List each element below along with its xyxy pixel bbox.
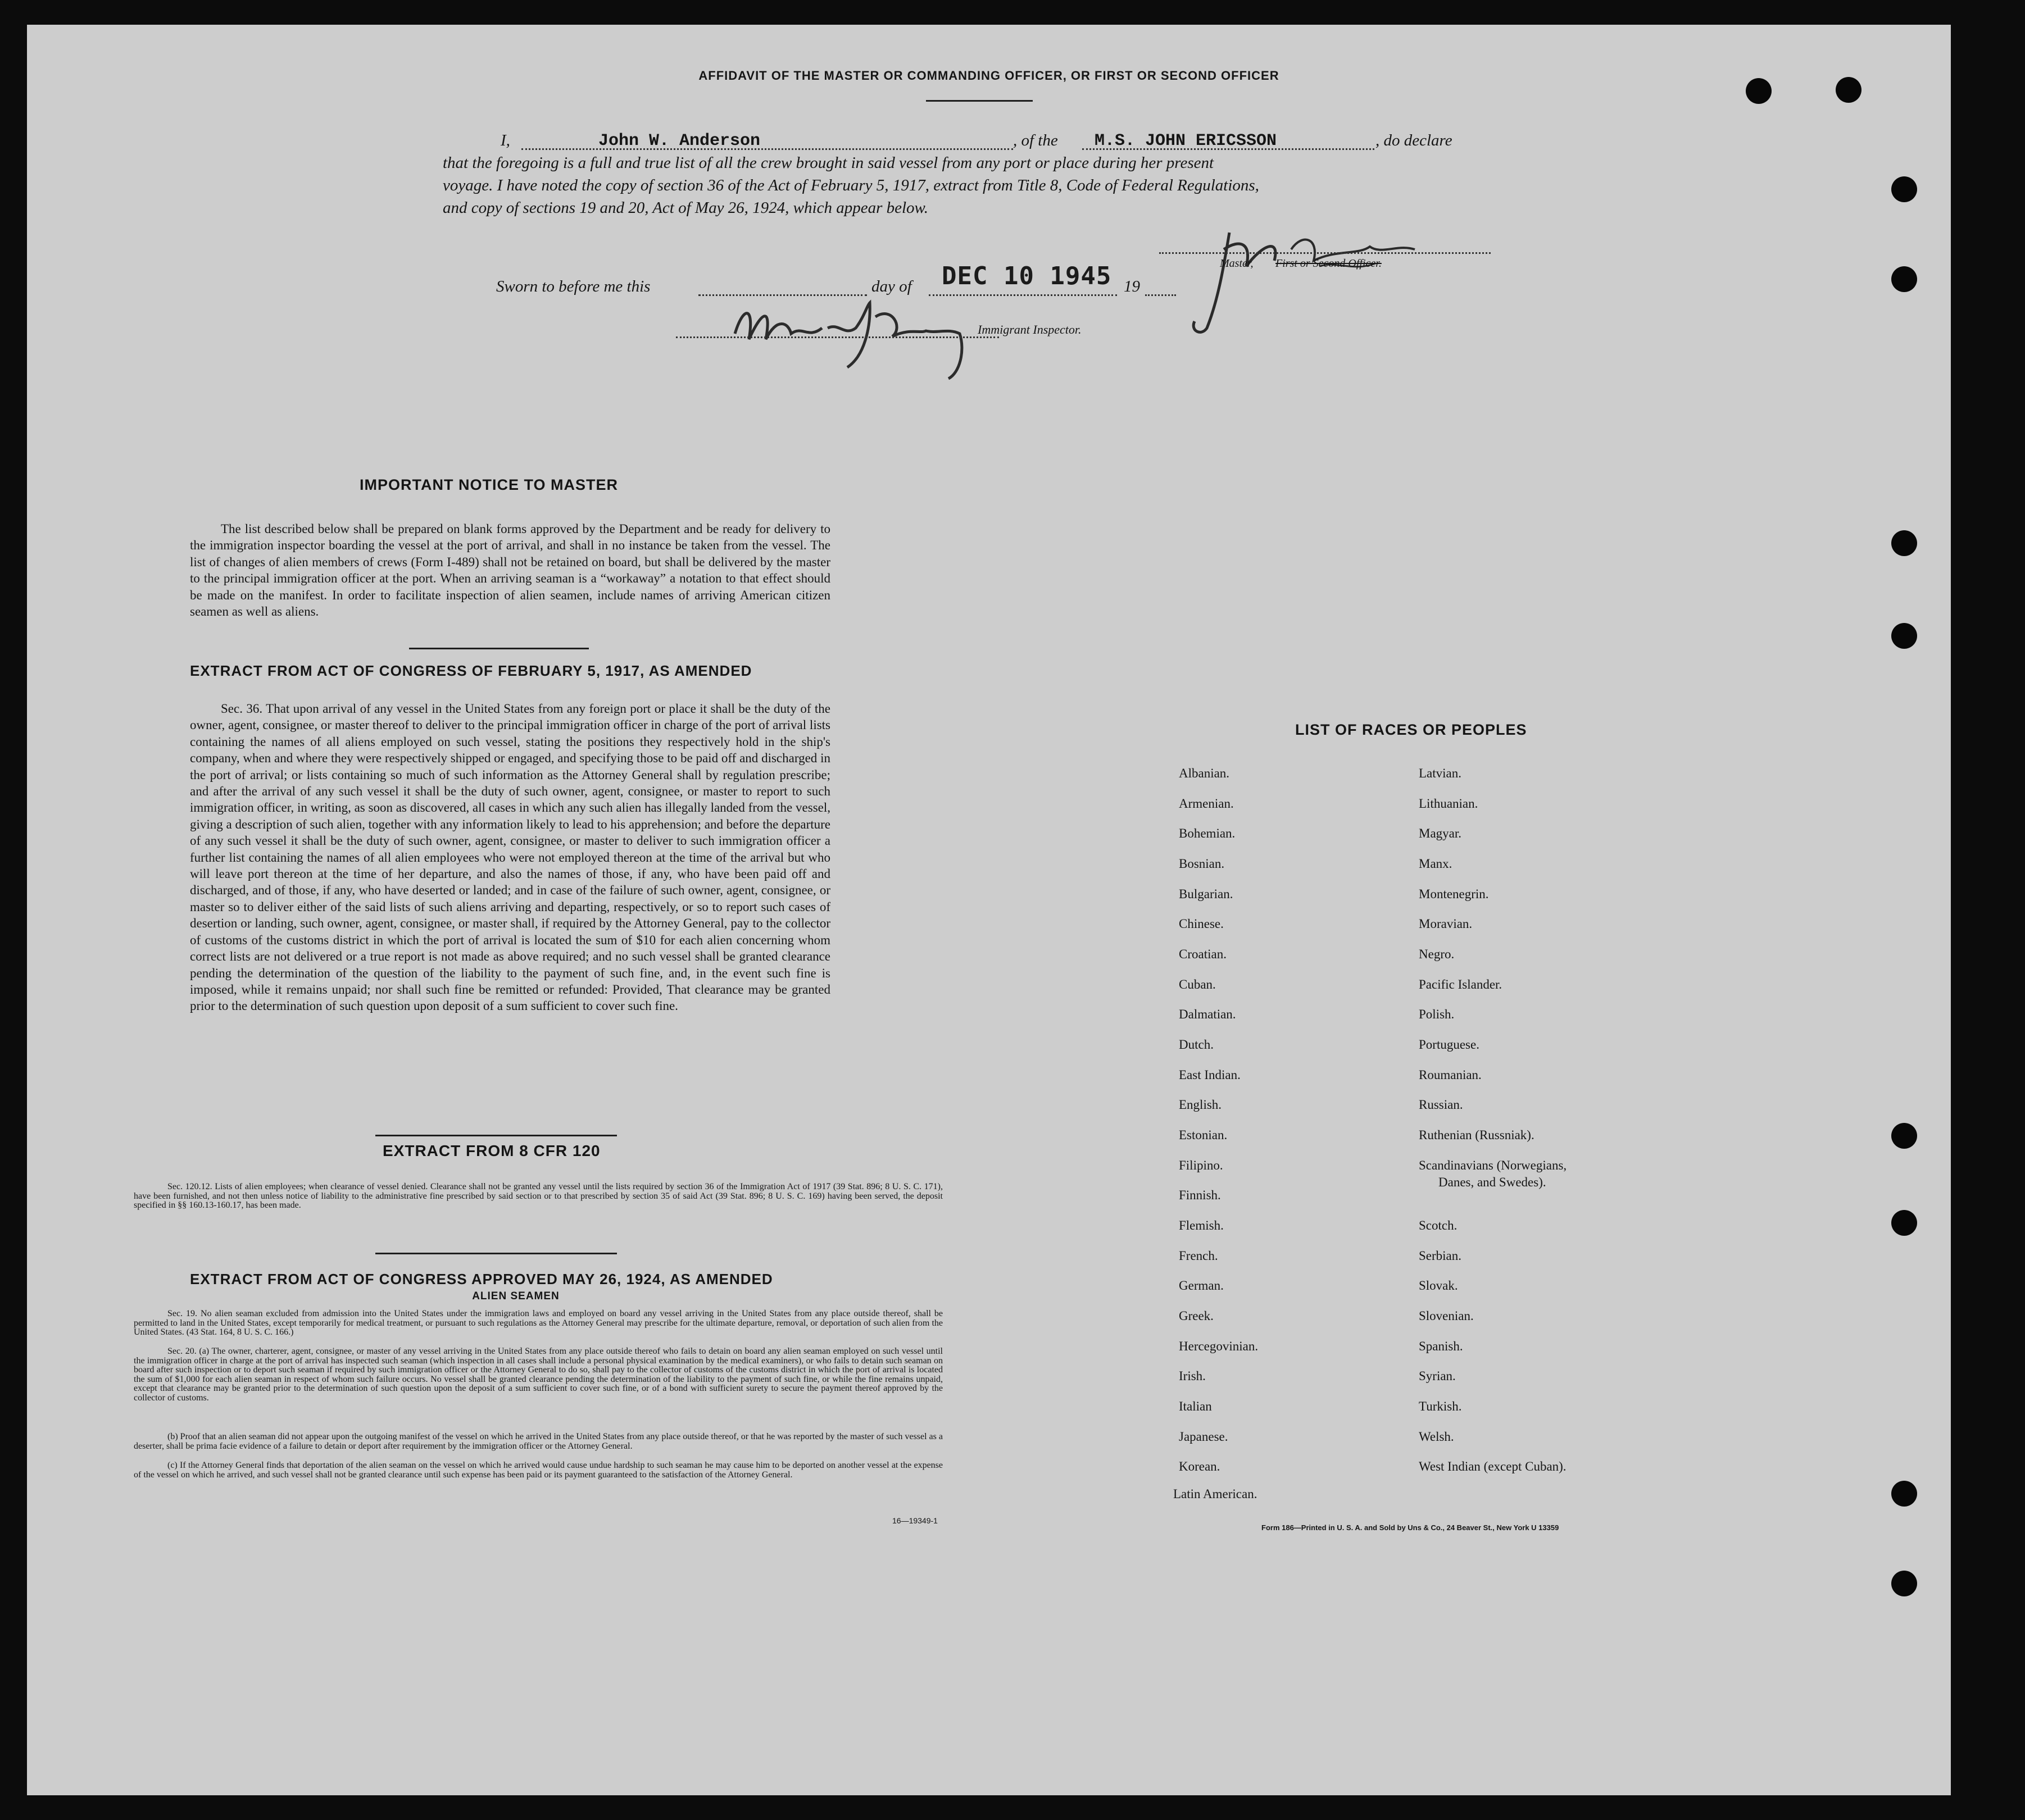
master-signature [1168, 216, 1460, 345]
race-col1-item: English. [1179, 1098, 1222, 1112]
race-col2-item: Ruthenian (Russniak). [1419, 1128, 1534, 1142]
punch-hole [1891, 266, 1917, 292]
race-col2-item-cont: Danes, and Swedes). [1438, 1175, 1546, 1189]
day-of-text: day of [871, 277, 912, 295]
act-1924-subtitle: ALIEN SEAMEN [472, 1290, 560, 1302]
race-col2-item: Polish. [1419, 1007, 1455, 1021]
race-col2-item: Turkish. [1419, 1399, 1462, 1413]
punch-hole [1891, 1210, 1917, 1236]
race-col1-item: Hercegovinian. [1179, 1339, 1259, 1353]
race-col2-item: Russian. [1419, 1098, 1463, 1112]
punch-hole [1891, 1123, 1917, 1149]
affidavit-line-3: voyage. I have noted the copy of section 36 of the Act of February 5, 1917, extract from Title 8, Code of Federal Regulations, [443, 176, 1259, 194]
document-page [27, 25, 1951, 1795]
act-1924-title: EXTRACT FROM ACT OF CONGRESS APPROVED MAY 26, 1924, AS AMENDED [190, 1271, 773, 1287]
race-col2-item: Slovak. [1419, 1278, 1458, 1293]
punch-hole [1891, 530, 1917, 556]
affidavit-title: AFFIDAVIT OF THE MASTER OR COMMANDING OFFICER, OR FIRST OR SECOND OFFICER [698, 69, 1279, 83]
race-col2-item: Portuguese. [1419, 1038, 1479, 1052]
race-col2-item: Spanish. [1419, 1339, 1463, 1353]
punch-hole [1891, 1481, 1917, 1507]
race-col1-item: Dutch. [1179, 1038, 1214, 1052]
section-rule [409, 648, 589, 649]
race-col1-item: Japanese. [1179, 1430, 1228, 1444]
race-col1-item: Greek. [1179, 1309, 1214, 1323]
sworn-text: Sworn to before me this [496, 277, 651, 295]
race-col1-item: Korean. [1179, 1459, 1220, 1473]
race-col2-item: Welsh. [1419, 1430, 1454, 1444]
of-the-text: , of the [1013, 131, 1058, 149]
title-rule [926, 100, 1033, 102]
race-col1-item: Bosnian. [1179, 857, 1225, 871]
inspector-signature [724, 294, 988, 390]
inspector-sig-line [676, 336, 999, 338]
section-rule [375, 1135, 617, 1136]
punch-hole [1891, 623, 1917, 649]
race-col1-item: Bohemian. [1179, 826, 1236, 840]
form-code: 16—19349-1 [892, 1516, 938, 1525]
race-col2-item: Manx. [1419, 857, 1452, 871]
race-col2-item: Magyar. [1419, 826, 1462, 840]
race-col2-item: Negro. [1419, 947, 1455, 961]
notice-title: IMPORTANT NOTICE TO MASTER [360, 476, 618, 493]
race-col1-item: Bulgarian. [1179, 887, 1233, 901]
cfr-title: EXTRACT FROM 8 CFR 120 [383, 1142, 601, 1159]
section-rule [375, 1253, 617, 1254]
race-col1-item: Estonian. [1179, 1128, 1228, 1142]
race-col2-item: West Indian (except Cuban). [1419, 1459, 1567, 1473]
race-col1-item: Dalmatian. [1179, 1007, 1236, 1021]
race-col2-item: Moravian. [1419, 917, 1473, 931]
race-col1-item: Italian [1179, 1399, 1212, 1413]
race-col2-item: Roumanian. [1419, 1068, 1482, 1082]
race-col1-item: Irish. [1179, 1369, 1206, 1383]
sworn-year-line [1145, 294, 1176, 296]
affidavit-line-4: and copy of sections 19 and 20, Act of May 26, 1924, which appear below. [443, 199, 928, 217]
race-col2-item: Lithuanian. [1419, 797, 1478, 811]
sec-19-text: Sec. 19. No alien seaman excluded from admission into the United States under the immigration laws and employed on board any vessel arriving in the United States from any place outside thereof, shall be permitted to land in the United States, except temporarily for medical treatment, or pursuant to such regulations as the Attorney General may prescribe for the ultimate departure, removal, or deportation of such alien from the United States. (43 Stat. 164, 8 U. S. C. 166.) [134, 1309, 943, 1337]
punch-hole [1891, 176, 1917, 202]
affidavit-i: I, [501, 131, 510, 149]
race-col1-item: French. [1179, 1249, 1218, 1263]
race-col2-item: Montenegrin. [1419, 887, 1489, 901]
sec-20c-text: (c) If the Attorney General finds that deportation of the alien seaman on the vessel on which he arrived would cause undue hardship to such seaman he may cause him to be deported on another vessel at the expense of the vessel on which he arrived, and such vessel shall not be granted clearance until such expense has been paid or its payment guaranteed to the satisfaction of the Attorney General. [134, 1460, 943, 1480]
race-col1-item: Armenian. [1179, 797, 1234, 811]
name-dotted-line [521, 148, 1013, 150]
race-col1-item: Finnish. [1179, 1188, 1221, 1202]
struck-officer-caption: First or Second Officer. [1275, 257, 1382, 270]
punch-hole [1891, 1571, 1917, 1596]
notice-body: The list described below shall be prepared on blank forms approved by the Department and be ready for delivery to the immigration inspector boarding the vessel at the port of arrival, and shall in no instance be taken from the vessel. The list of changes of alien members of crews (Form I-489) shall not be retained on board, but shall be delivered by the master to the principal immigration officer at the port. When an arriving seaman is a “workaway” a notation to that effect should be made on the manifest. In order to facilitate inspection of alien seamen, include names of arriving American citizen seamen as well as aliens. [190, 522, 830, 619]
race-col2-item: Syrian. [1419, 1369, 1456, 1383]
race-col1-item: East Indian. [1179, 1068, 1241, 1082]
do-declare-text: , do declare [1375, 131, 1452, 149]
date-stamp: DEC 10 1945 [942, 262, 1112, 290]
master-caption: Master, [1220, 257, 1254, 270]
race-col2-item: Scotch. [1419, 1218, 1458, 1232]
act-1917-body: Sec. 36. That upon arrival of any vessel in the United States from any foreign port or place it shall be the duty of the owner, agent, consignee, or master thereof to deliver to the principal immigration officer in charge of the port of arrival lists containing the names of all aliens employed on such vessel, stating the positions they respectively hold in the ship's company, when and where they were respectively shipped or engaged, and specifying those to be paid off and discharged in the port of arrival; or lists containing so much of such information as the Attorney General shall by regulation prescribe; and after the arrival of any such vessel it shall be the duty of such owner, agent, consignee, or master to report to such immigration officer, in writing, as soon as discovered, all cases in which any such alien has illegally landed from the vessel, giving a description of such alien, together with any information likely to lead to his apprehension; and before the departure of any such vessel it shall be the duty of such owner, agent, consignee, or master to deliver to such immigration officer a further list containing the names of all alien employees who were not employed thereon at the time of the arrival but who will leave port thereon at the time of her departure, and also the names of those, if any, who have been paid off and discharged, and of those, if any, who have deserted or landed; and in case of the failure of such owner, agent, consignee, or master so to deliver either of the said lists of such aliens arriving and departing, respectively, or so to report such cases of desertion or landing, such owner, agent, consignee, or master shall, if required by the Attorney General, pay to the collector of customs of the customs district in which the port of arrival is located the sum of $10 for each alien concerning whom correct lists are not delivered or a true report is not made as above required; and no such vessel shall be granted clearance pending the determination of the question of the liability to the payment of such fine, and, in the event such fine is imposed, while it remains unpaid; nor shall such fine be remitted or refunded: Provided, That clearance may be granted prior to the determination of such question upon deposit of a sum sufficient to cover such fine. [190, 702, 830, 1013]
race-col1-item: Filipino. [1179, 1158, 1223, 1172]
race-col1-item: Croatian. [1179, 947, 1227, 961]
race-col2-item: Slovenian. [1419, 1309, 1474, 1323]
race-col1-item: Chinese. [1179, 917, 1224, 931]
race-col1-item: Cuban. [1179, 977, 1216, 991]
form-footer: Form 186—Printed in U. S. A. and Sold by Uns & Co., 24 Beaver St., New York U 13359 [1261, 1523, 1559, 1532]
vessel-name: M.S. JOHN ERICSSON [1095, 131, 1277, 151]
cfr-body: Sec. 120.12. Lists of alien employees; when clearance of vessel denied. Clearance shall not be granted any vessel until the lists required by section 36 of the Immigration Act of 1917 (39 Stat. 896; 8 U. S. C. 171), have been furnished, and not then unless notice of liability to the administrative fine prescribed by said section or to that prescribed by section 35 of said Act (39 Stat. 896; 8 U. S. C. 169) having been served, the deposit specified in §§ 160.13-160.17, has been made. [134, 1182, 943, 1211]
race-col2-item: Scandinavians (Norwegians, [1419, 1158, 1567, 1172]
races-title: LIST OF RACES OR PEOPLES [1295, 721, 1527, 738]
master-name: John W. Anderson [598, 131, 761, 151]
race-col2-item: Pacific Islander. [1419, 977, 1502, 991]
race-col1-item: Latin American. [1173, 1487, 1257, 1501]
affidavit-line-2: that the foregoing is a full and true list of all the crew brought in said vessel from any port or place during her present [443, 154, 1214, 172]
sec-20b-text: (b) Proof that an alien seaman did not appear upon the outgoing manifest of the vessel on which he arrived in the United States from any place outside thereof, or that he was reported by the master of such vessel as a deserter, shall be prima facie evidence of a failure to detain or deport after requirement by the immigration officer or the Attorney General. [134, 1432, 943, 1451]
race-col1-item: German. [1179, 1278, 1224, 1293]
race-col2-item: Latvian. [1419, 766, 1461, 780]
act-1917-title: EXTRACT FROM ACT OF CONGRESS OF FEBRUARY 5, 1917, AS AMENDED [190, 662, 752, 679]
race-col1-item: Flemish. [1179, 1218, 1224, 1232]
sec-20a-text: Sec. 20. (a) The owner, charterer, agent, consignee, or master of any vessel arriving in the United States from any place outside thereof who fails to detain on board any alien seaman employed on such vessel until the immigration officer in charge at the port of arrival has inspected such seaman (which inspection in all cases shall include a personal physical examination by the medical examiners), or who fails to detain such seaman on board after such inspection or to deport such seaman if required by such immigration officer or the Attorney General to do so, shall pay to the collector of customs of the customs district in which the port of arrival is located the sum of $1,000 for each alien seaman in respect of whom such failure occurs. No vessel shall be granted clearance pending the determination of the liability to the payment of such fine, or while the fine remains unpaid, except that clearance may be granted prior to the determination of such question upon the deposit of a sum sufficient to cover such fine, or of a bond with sufficient surety to secure the payment thereof approved by the collector of customs. [134, 1346, 943, 1403]
master-sig-line [1159, 252, 1491, 254]
race-col1-item: Albanian. [1179, 766, 1230, 780]
year-prefix: 19 [1124, 277, 1140, 295]
inspector-caption: Immigrant Inspector. [978, 322, 1082, 336]
race-col2-item: Serbian. [1419, 1249, 1462, 1263]
